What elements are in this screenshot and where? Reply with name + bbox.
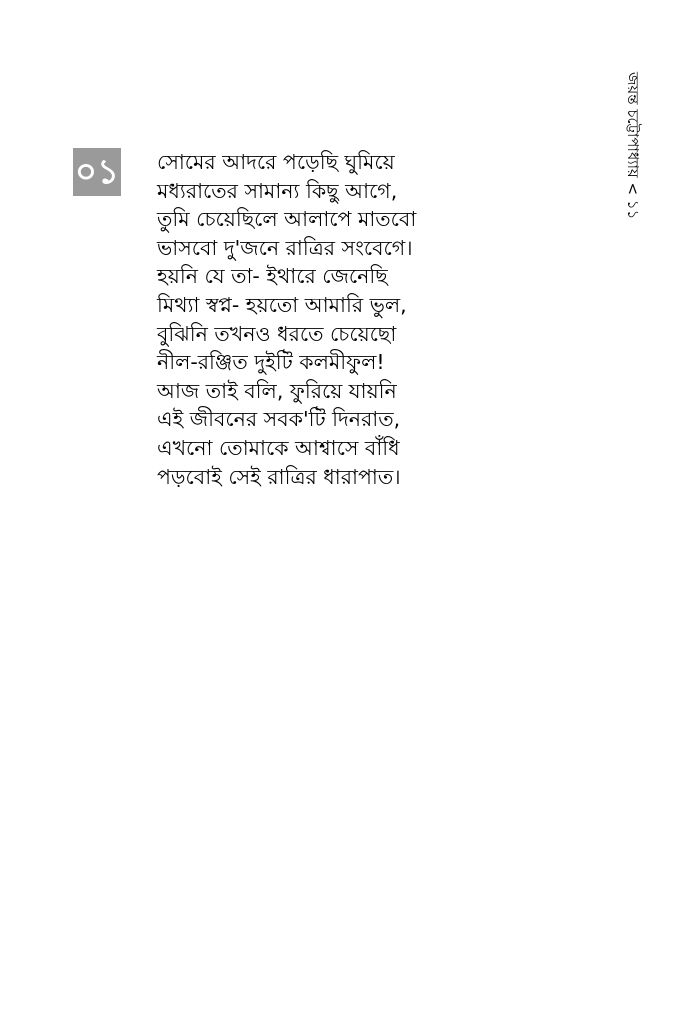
poem-line: তুমি চেয়েছিলে আলাপে মাতবো [157, 207, 417, 232]
running-header: জয়ন্ত চট্টোপাধ্যায় < ১১ [624, 72, 642, 220]
poem-line: বুঝিনি তখনও ধরতে চেয়েছো [157, 321, 397, 346]
poem-line: মধ্যরাতের সামান্য কিছু আগে, [157, 178, 398, 203]
poem-line: ভাসবো দু'জনে রাত্রির সংবেগে। [157, 235, 413, 260]
poem-line: পড়বোই সেই রাত্রির ধারাপাত। [157, 464, 401, 489]
poem-line: নীল-রঞ্জিত দুইটি কলমীফুল! [157, 350, 385, 375]
poem-text [157, 148, 597, 491]
poem-line: সোমের আদরে পড়েছি ঘুমিয়ে [157, 150, 395, 174]
poem-line: মিথ্যা স্বপ্ন- হয়তো আমারি ভুল, [157, 292, 407, 317]
poem-line: আজ তাই বলি, ফুরিয়ে যায়নি [157, 378, 397, 403]
poem-line: এখনো তোমাকে আশ্বাসে বাঁধি [157, 435, 400, 460]
poem-line: হয়নি যে তা- ইথারে জেনেছি [157, 264, 388, 289]
poem-number-badge: ০১ [73, 148, 121, 196]
poem-line: এই জীবনের সবক'টি দিনরাত, [157, 407, 401, 432]
